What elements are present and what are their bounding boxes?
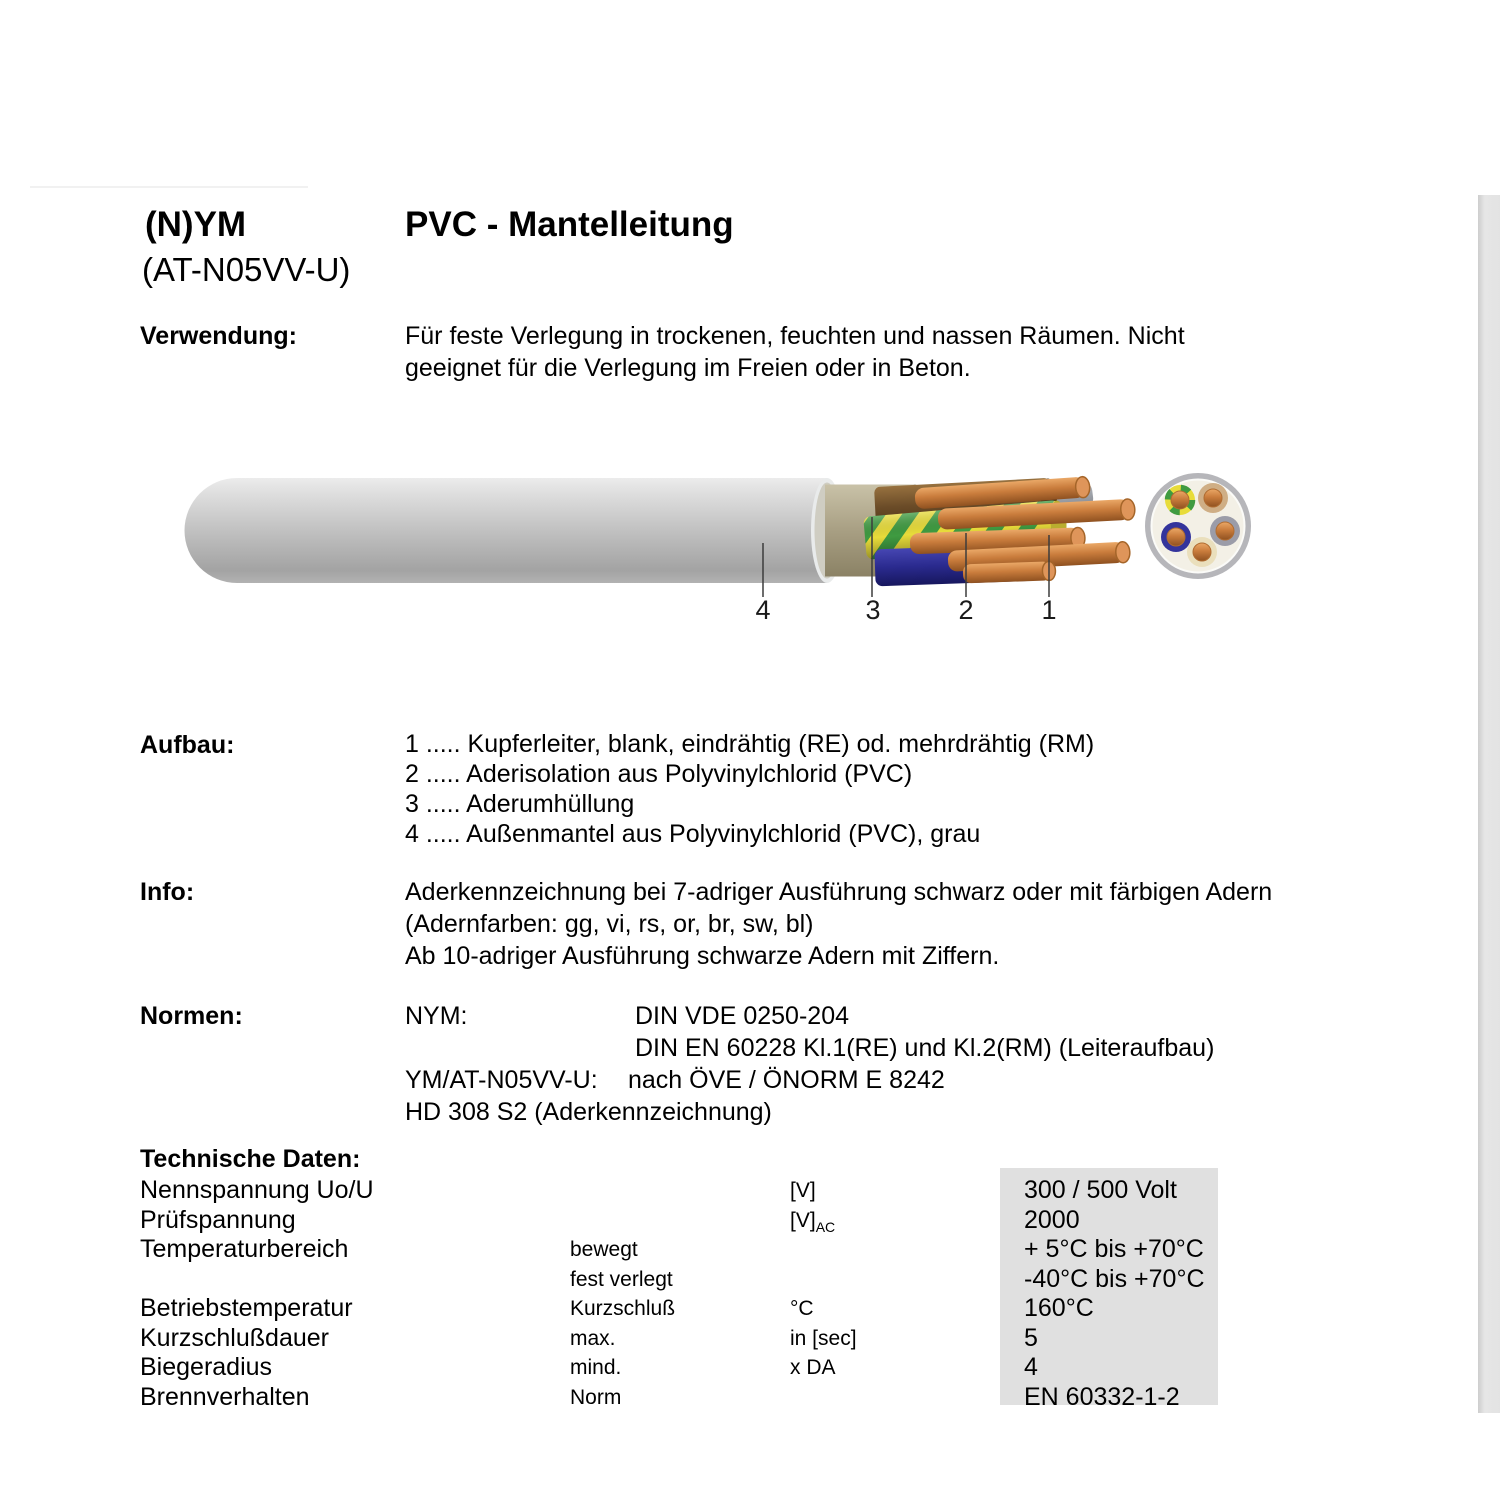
aufbau-item-4: 4 ..... Außenmantel aus Polyvinylchlorid (PVC), grau bbox=[405, 820, 981, 848]
tech-condition bbox=[570, 1176, 790, 1206]
tech-value: 2000 bbox=[1024, 1205, 1080, 1234]
aufbau-label: Aufbau: bbox=[140, 731, 235, 759]
aufbau-item-2: 2 ..... Aderisolation aus Polyvinylchlorid (PVC) bbox=[405, 760, 913, 788]
tech-unit: in [sec] bbox=[790, 1326, 857, 1350]
info-line-1: Aderkennzeichnung bei 7-adriger Ausführung schwarz oder mit färbigen Adern bbox=[405, 878, 1273, 906]
tech-property: Biegeradius bbox=[140, 1353, 273, 1381]
tech-value: + 5°C bis +70°C bbox=[1024, 1235, 1204, 1263]
cs-core-cream bbox=[1187, 537, 1217, 567]
page-title: PVC - Mantelleitung bbox=[405, 205, 734, 244]
info-label: Info: bbox=[140, 878, 195, 906]
figure-label-2: 2 bbox=[958, 595, 974, 625]
cable-illustration bbox=[175, 455, 1265, 605]
normen-row1-value: DIN VDE 0250-204 bbox=[635, 1002, 850, 1030]
aufbau-item-1: 1 ..... Kupferleiter, blank, eindrähtig (RE) od. mehrdrähtig (RM) bbox=[405, 730, 1095, 758]
verwendung-text bbox=[405, 320, 1265, 384]
info-line-3: Ab 10-adriger Ausführung schwarze Adern mit Ziffern. bbox=[405, 942, 1000, 970]
cs-core-brown bbox=[1198, 483, 1228, 513]
figure-label-4: 4 bbox=[755, 595, 771, 625]
technical-data-table bbox=[140, 1176, 1218, 1412]
normen-label: Normen: bbox=[140, 1002, 243, 1030]
tech-value: EN 60332-1-2 bbox=[1024, 1382, 1180, 1411]
tech-unit bbox=[790, 1383, 1012, 1413]
info-line-2: (Adernfarben: gg, vi, rs, or, br, sw, bl) bbox=[405, 910, 814, 938]
tech-unit: [V] bbox=[790, 1179, 816, 1202]
verwendung-label: Verwendung: bbox=[140, 322, 297, 350]
cs-core-grey bbox=[1210, 516, 1240, 546]
verwendung-line-1: Für feste Verlegung in trockenen, feuchten und nassen Räumen. Nicht bbox=[405, 322, 1185, 350]
normen-row4: HD 308 S2 (Aderkennzeichnung) bbox=[405, 1098, 772, 1126]
normen-row3-key: YM/AT-N05VV-U: bbox=[405, 1066, 598, 1094]
normen-row3-value: nach ÖVE / ÖNORM E 8242 bbox=[628, 1066, 945, 1094]
outer-jacket bbox=[185, 478, 844, 583]
tech-unit: °C bbox=[790, 1297, 814, 1320]
tech-value: 4 bbox=[1024, 1353, 1038, 1381]
tech-property: Temperaturbereich bbox=[140, 1235, 349, 1263]
tech-condition: max. bbox=[570, 1326, 616, 1350]
tech-condition: Kurzschluß bbox=[570, 1297, 676, 1320]
tech-property: Brennverhalten bbox=[140, 1382, 310, 1411]
info-text bbox=[405, 876, 1325, 972]
cs-core-blue bbox=[1161, 522, 1191, 552]
tech-condition: mind. bbox=[570, 1356, 622, 1379]
tech-property: Nennspannung Uo/U bbox=[140, 1176, 374, 1204]
cs-core-green-yellow bbox=[1165, 485, 1195, 515]
tech-unit: x DA bbox=[790, 1356, 836, 1379]
tech-value: 5 bbox=[1024, 1323, 1038, 1352]
normen-row1-key: NYM: bbox=[405, 1002, 468, 1030]
tech-condition bbox=[570, 1206, 790, 1236]
tech-unit: $[V]_{AC}$ bbox=[790, 1208, 836, 1235]
verwendung-line-2: geeignet für die Verlegung im Freien oder in Beton. bbox=[405, 354, 971, 382]
aufbau-list bbox=[405, 729, 1285, 849]
tech-value: 300 / 500 Volt bbox=[1024, 1176, 1177, 1204]
tech-value: -40°C bis +70°C bbox=[1024, 1264, 1205, 1293]
figure-label-3: 3 bbox=[865, 595, 881, 625]
tech-condition: fest verlegt bbox=[570, 1267, 673, 1291]
scan-artifact-line bbox=[30, 186, 308, 188]
tech-unit bbox=[790, 1265, 1012, 1295]
technical-heading: Technische Daten: bbox=[140, 1145, 361, 1173]
tech-property: Kurzschlußdauer bbox=[140, 1323, 329, 1352]
tech-property: Betriebstemperatur bbox=[140, 1294, 353, 1322]
product-code: (N)YM bbox=[145, 205, 247, 244]
aufbau-item-3: 3 ..... Aderumhüllung bbox=[405, 790, 635, 818]
product-code-alt: (AT-N05VV-U) bbox=[142, 251, 351, 288]
figure-label-1: 1 bbox=[1041, 595, 1057, 625]
tech-condition: Norm bbox=[570, 1385, 622, 1409]
tech-condition: bewegt bbox=[570, 1238, 638, 1261]
tech-property: Prüfspannung bbox=[140, 1205, 296, 1234]
page-edge-strip bbox=[1478, 195, 1500, 1413]
normen-row2-value: DIN EN 60228 Kl.1(RE) und Kl.2(RM) (Leiteraufbau) bbox=[635, 1034, 1215, 1062]
cable-cross-section-illustration bbox=[1140, 468, 1260, 588]
tech-property bbox=[140, 1265, 570, 1295]
tech-value: 160°C bbox=[1024, 1294, 1094, 1322]
tech-unit bbox=[790, 1235, 1012, 1265]
